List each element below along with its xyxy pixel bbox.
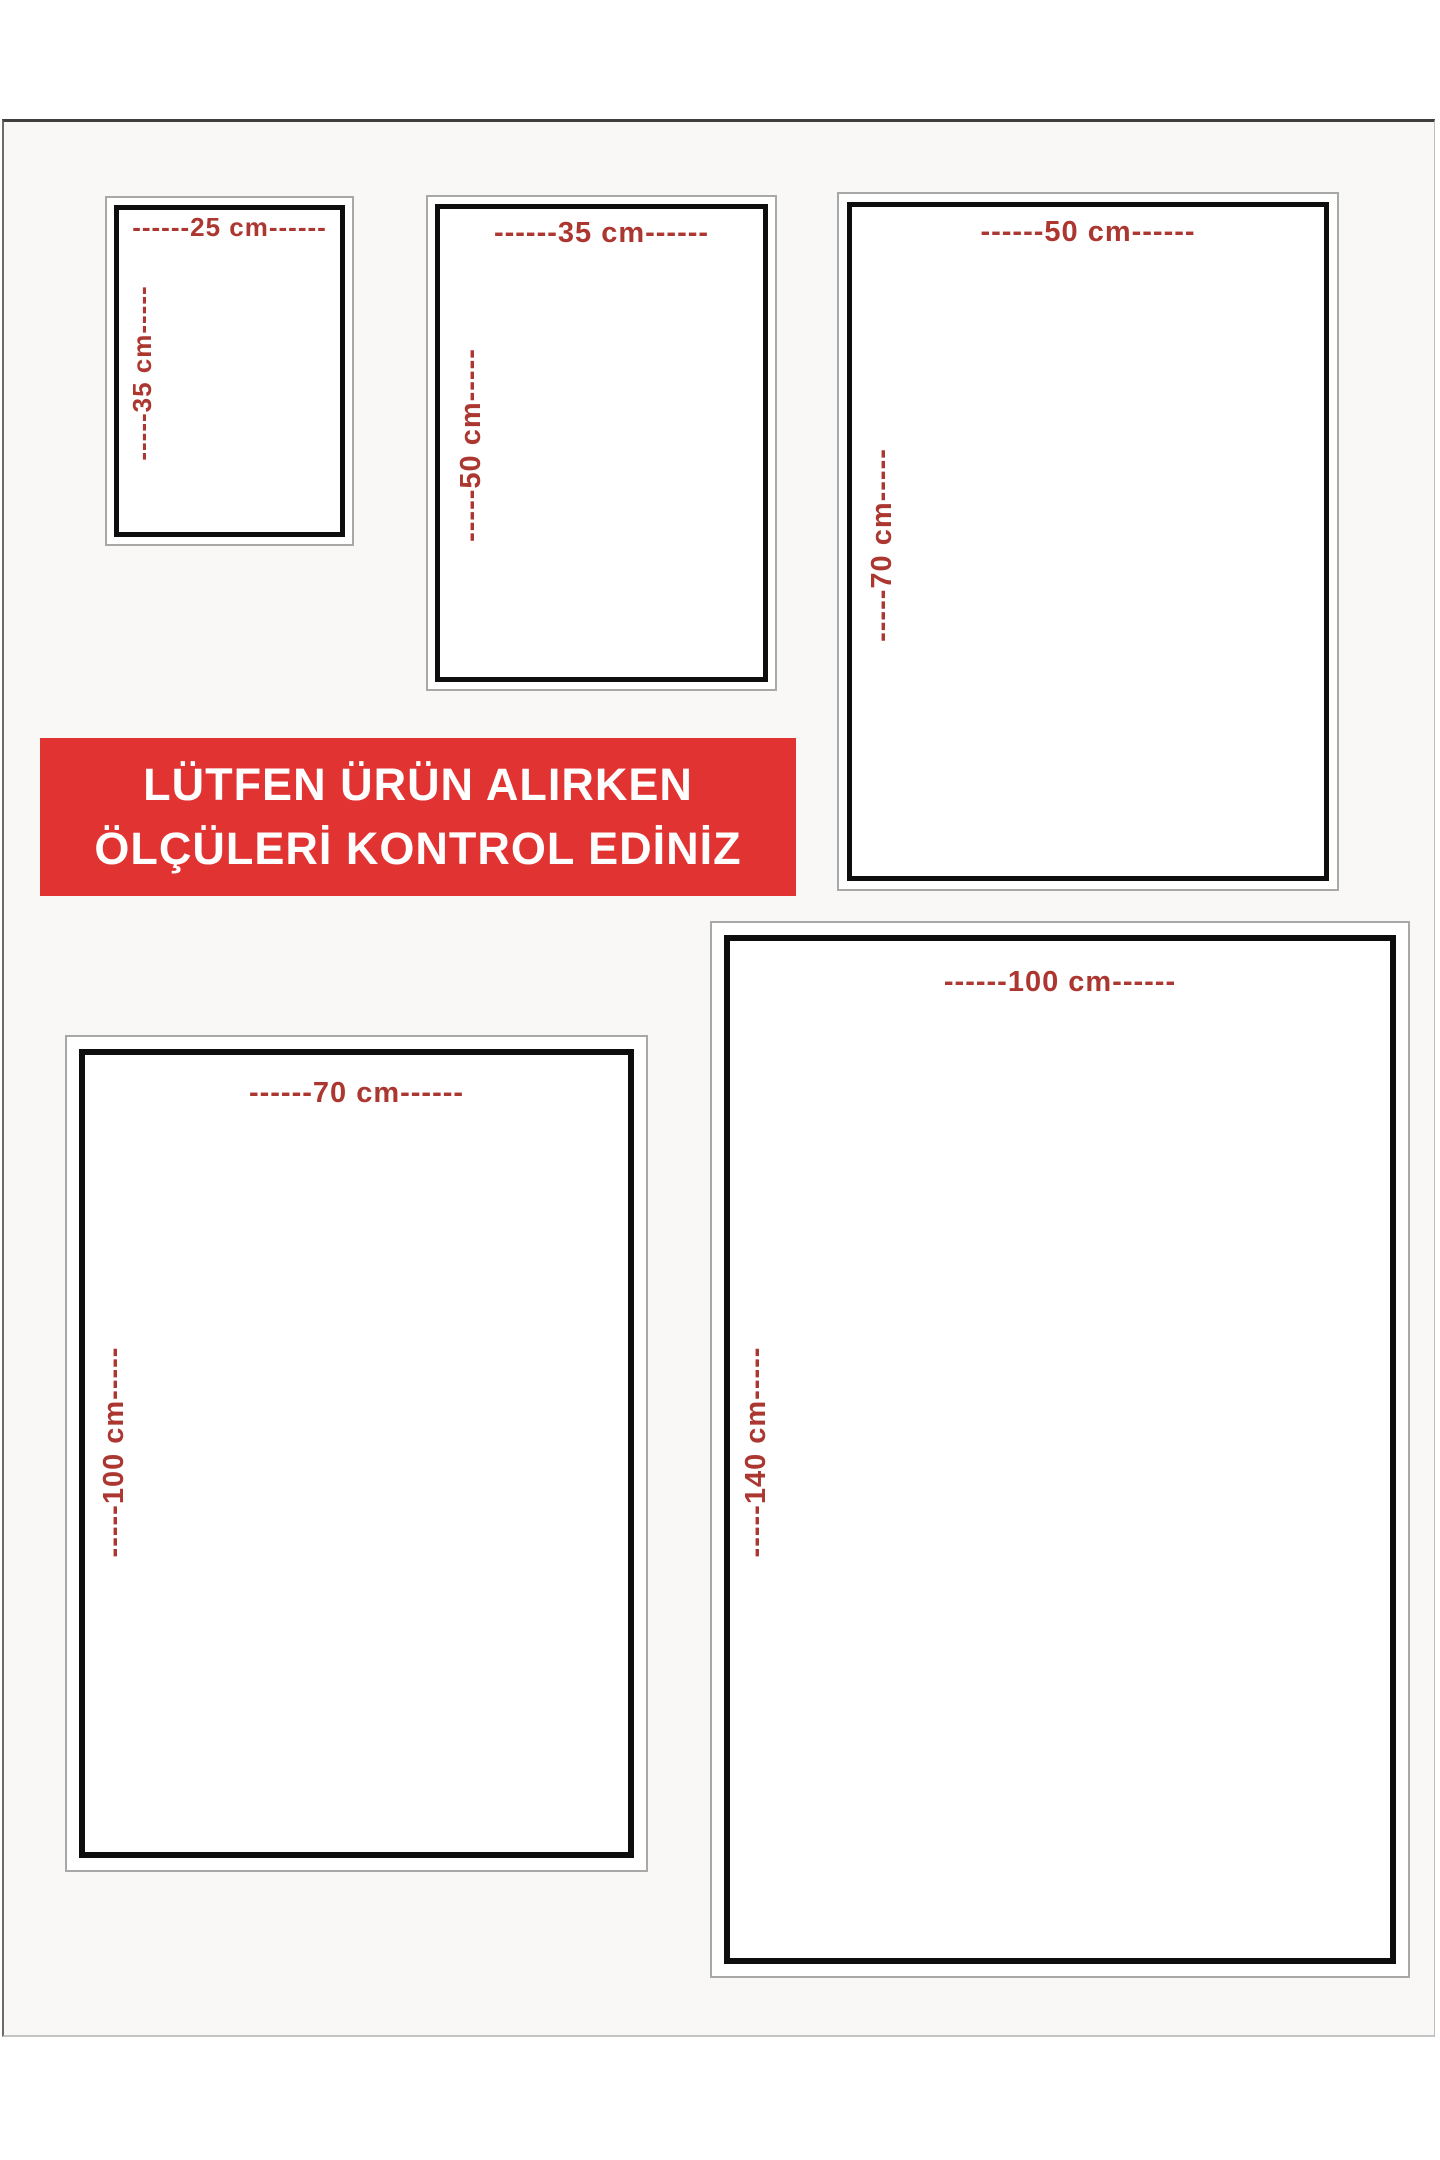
height-dimension-label-50cm: -----50 cm----- bbox=[455, 348, 487, 542]
width-dimension-label-25cm: ------25 cm------ bbox=[132, 212, 327, 242]
height-dimension-label-35cm: -----35 cm----- bbox=[127, 285, 157, 461]
size-box-70x100-inner-frame bbox=[79, 1049, 634, 1858]
width-dimension-label-70cm: ------70 cm------ bbox=[248, 1077, 465, 1109]
size-guide-panel bbox=[2, 119, 1435, 2037]
height-dimension-label-70cm: -----70 cm----- bbox=[866, 448, 898, 642]
size-box-35x50 bbox=[426, 195, 777, 691]
width-dimension-label-35cm: ------35 cm------ bbox=[493, 217, 710, 249]
height-dimension-label-140cm: -----140 cm----- bbox=[740, 1346, 772, 1558]
size-box-70x100 bbox=[65, 1035, 648, 1872]
width-dimension-label-50cm: ------50 cm------ bbox=[980, 216, 1196, 248]
width-dimension-label-100cm: ------100 cm------ bbox=[943, 966, 1177, 998]
height-dimension-label-100cm: -----100 cm----- bbox=[98, 1346, 130, 1558]
size-box-50x70 bbox=[837, 192, 1339, 891]
warning-banner-line1: LÜTFEN ÜRÜN ALIRKEN bbox=[143, 759, 693, 810]
size-box-100x140-inner-frame bbox=[724, 935, 1396, 1964]
size-box-100x140 bbox=[710, 921, 1410, 1978]
size-box-25x35 bbox=[105, 196, 354, 546]
size-box-50x70-inner-frame bbox=[847, 202, 1329, 881]
warning-banner bbox=[40, 738, 796, 896]
warning-banner-line2: ÖLÇÜLERİ KONTROL EDİNİZ bbox=[94, 823, 742, 874]
